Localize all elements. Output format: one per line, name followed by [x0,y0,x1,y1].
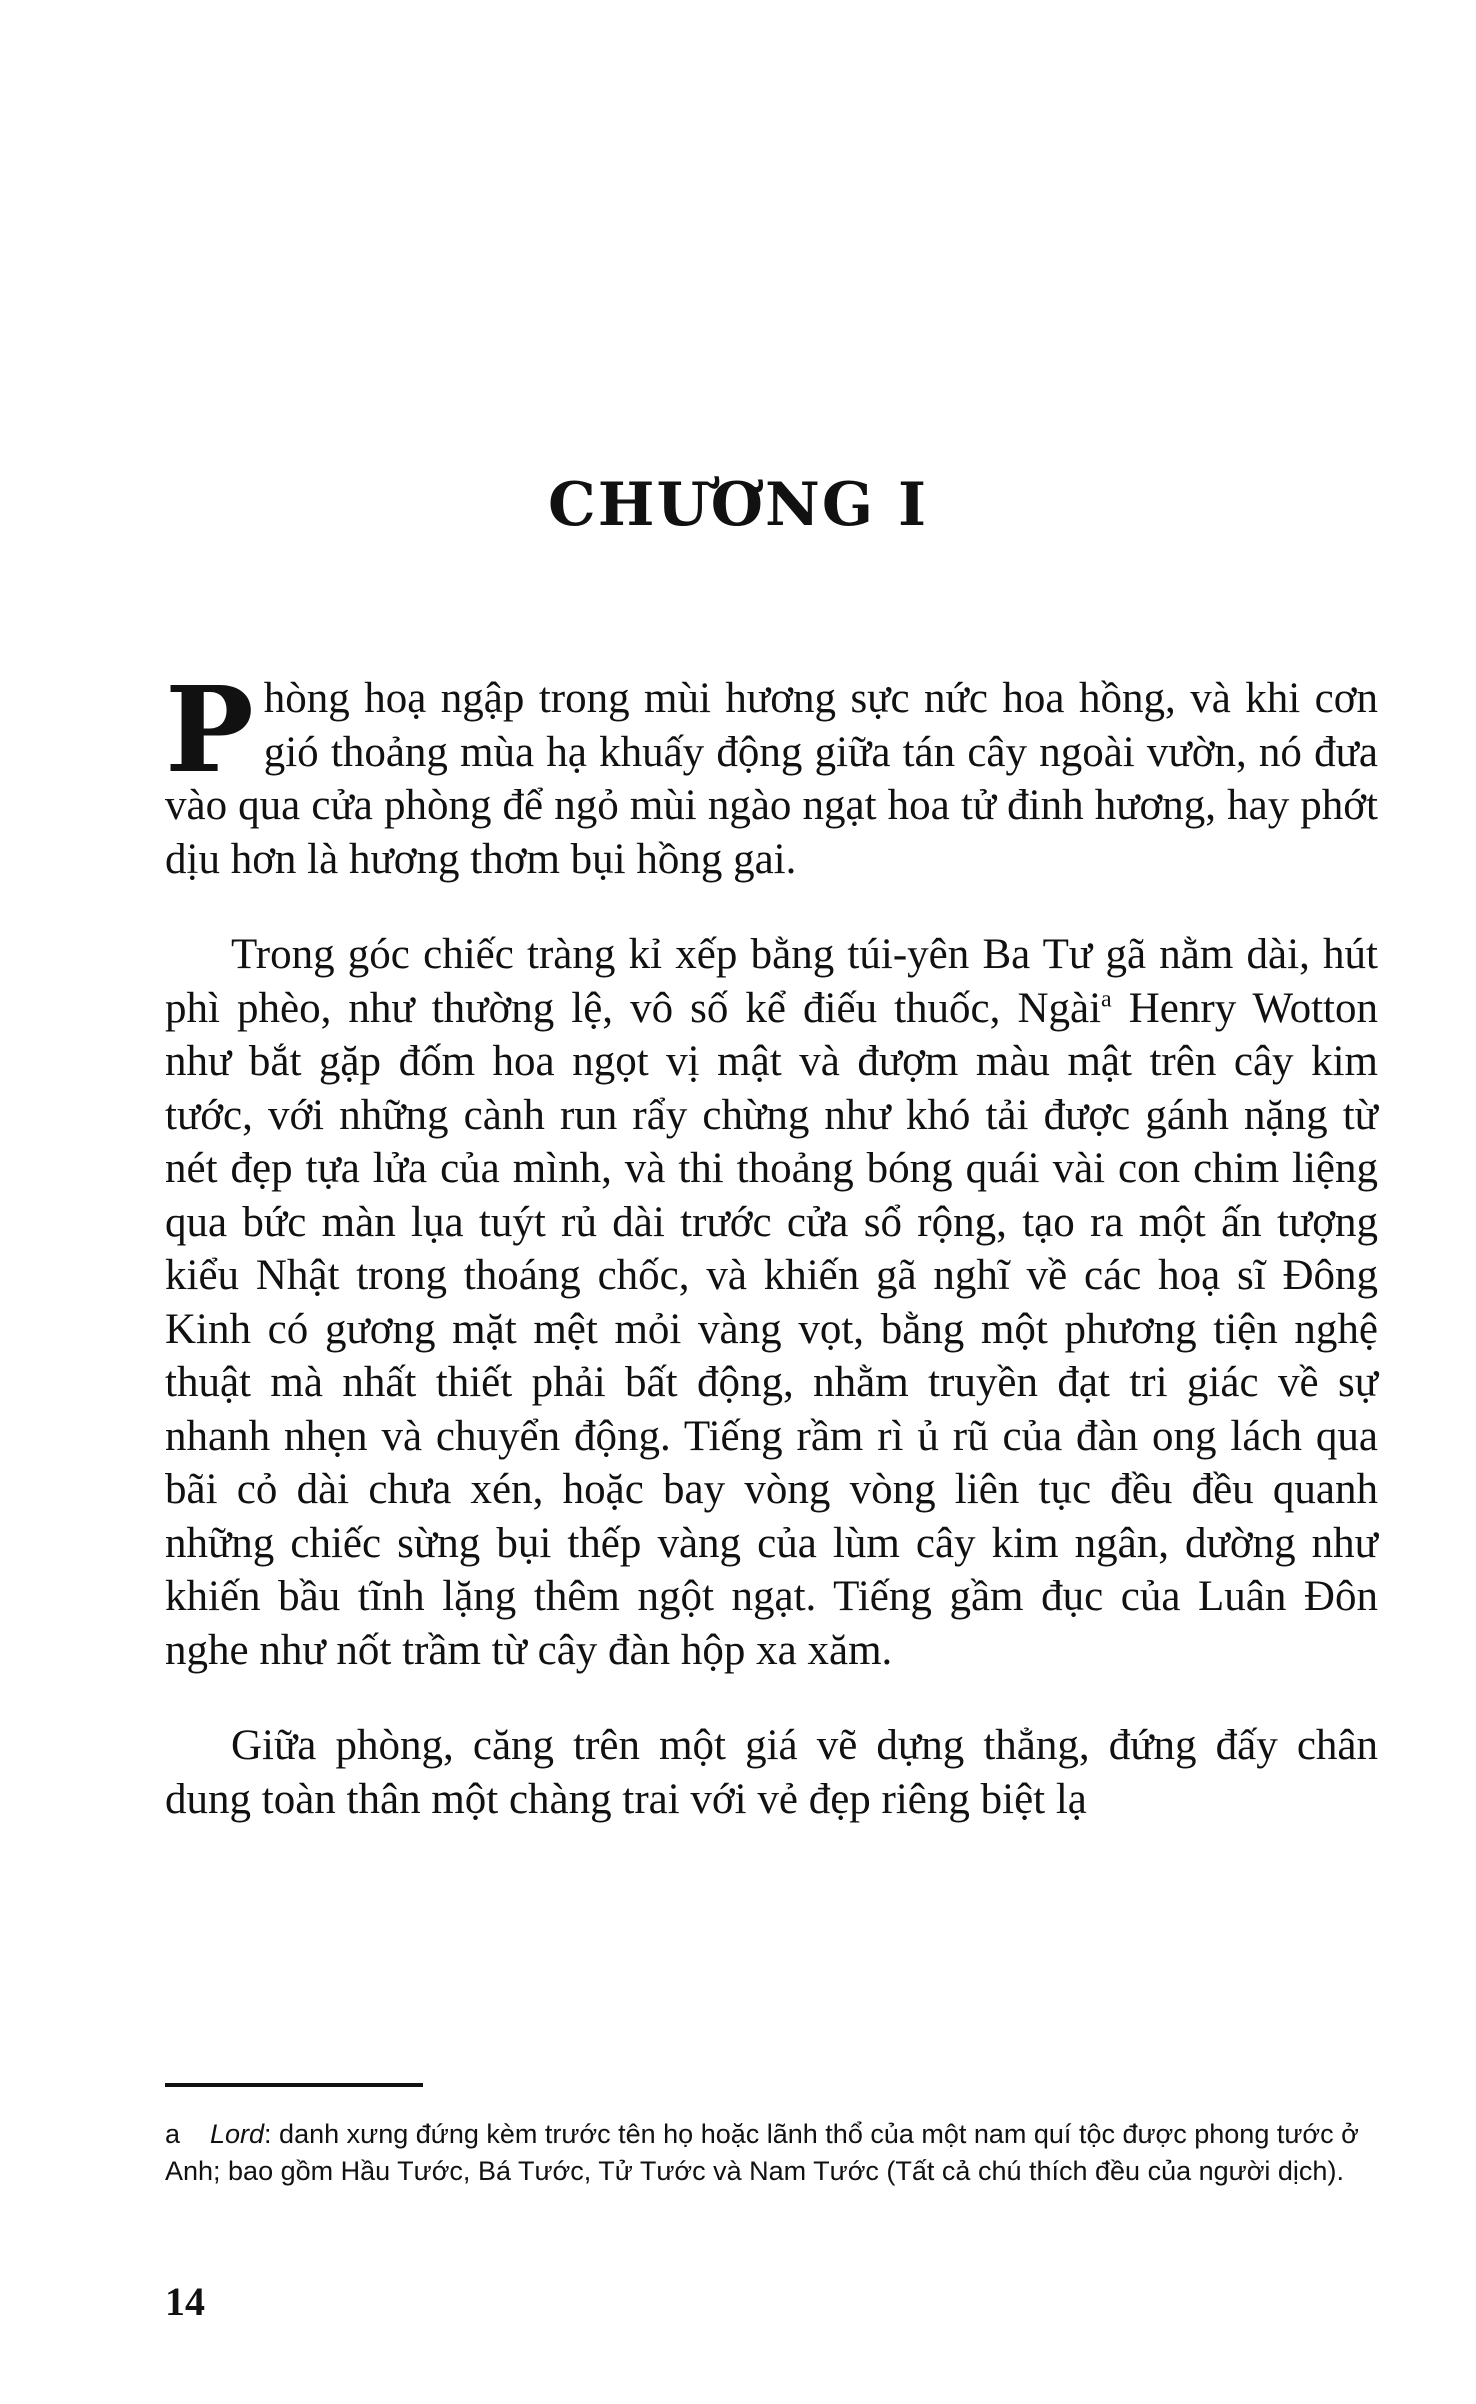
footnote-divider [165,2083,423,2087]
paragraph-2-text-end: Henry Wotton như bắt gặp đốm hoa ngọt vị mật và đượm màu mật trên cây kim tước, với những cành run rẩy chừng như khó tải được gánh nặng từ nét đẹp tựa lửa của mình, và thi thoảng bóng quái vài con chim liệng qua bức màn lụa tuýt rủ dài trước cửa sổ rộng, tạo ra một ấn tượng kiểu Nhật trong thoáng chốc, và khiến gã nghĩ về các hoạ sĩ Đông Kinh có gương mặt mệt mỏi vàng vọt, bằng một phương tiện nghệ thuật mà nhất thiết phải bất động, nhằm truyền đạt tri giác về sự nhanh nhẹn và chuyển động. Tiếng rầm rì ủ rũ của đàn ong lách qua bãi cỏ dài chưa xén, hoặc bay vòng vòng liên tục đều đều quanh những chiếc sừng bụi thếp vàng của lùm cây kim ngân, dường như khiến bầu tĩnh lặng thêm ngột ngạt. Tiếng gầm đục của Luân Đôn nghe như nốt trầm từ cây đàn hộp xa xăm. [165,984,1378,1674]
chapter-title: CHƯƠNG I [547,470,929,540]
footnote-mark: a [165,2119,181,2149]
footnote-term: Lord [210,2119,265,2149]
body-text [165,660,1378,1868]
paragraph-3: Giữa phòng, căng trên một giá vẽ dựng thẳng, đứng đấy chân dung toàn thân một chàng trai với vẻ đẹp riêng biệt lạ [165,1722,1378,1823]
drop-cap: P [165,660,254,799]
paragraph-2-text-start: Trong góc chiếc tràng kỉ xếp bằng túi-yên Ba Tư gã nằm dài, hút phì phèo, như thường lệ, vô số kể điếu thuốc, Ngài [165,931,1378,1032]
paragraph-1 [165,660,1378,886]
paragraph-1-text: hòng hoạ ngập trong mùi hương sực nức hoa hồng, và khi cơn gió thoảng mùa hạ khuấy động giữa tán cây ngoài vườn, nó đưa vào qua cửa phòng để ngỏ mùi ngào ngạt hoa tử đinh hương, hay phớt dịu hơn là hương thơm bụi hồng gai. [165,675,1378,883]
page-number: 14 [165,2279,205,2324]
paragraph-2 [165,928,1378,1677]
footnote-text: : danh xưng đứng kèm trước tên họ hoặc lãnh thổ của một nam quí tộc được phong tước ở Anh; bao gồm Hầu Tước, Bá Tước, Tử Tước và Nam Tước (Tất cả chú thích đều của người dịch). [165,2119,1359,2186]
footnote [165,2116,1378,2190]
footnote-reference: a [1101,986,1112,1013]
